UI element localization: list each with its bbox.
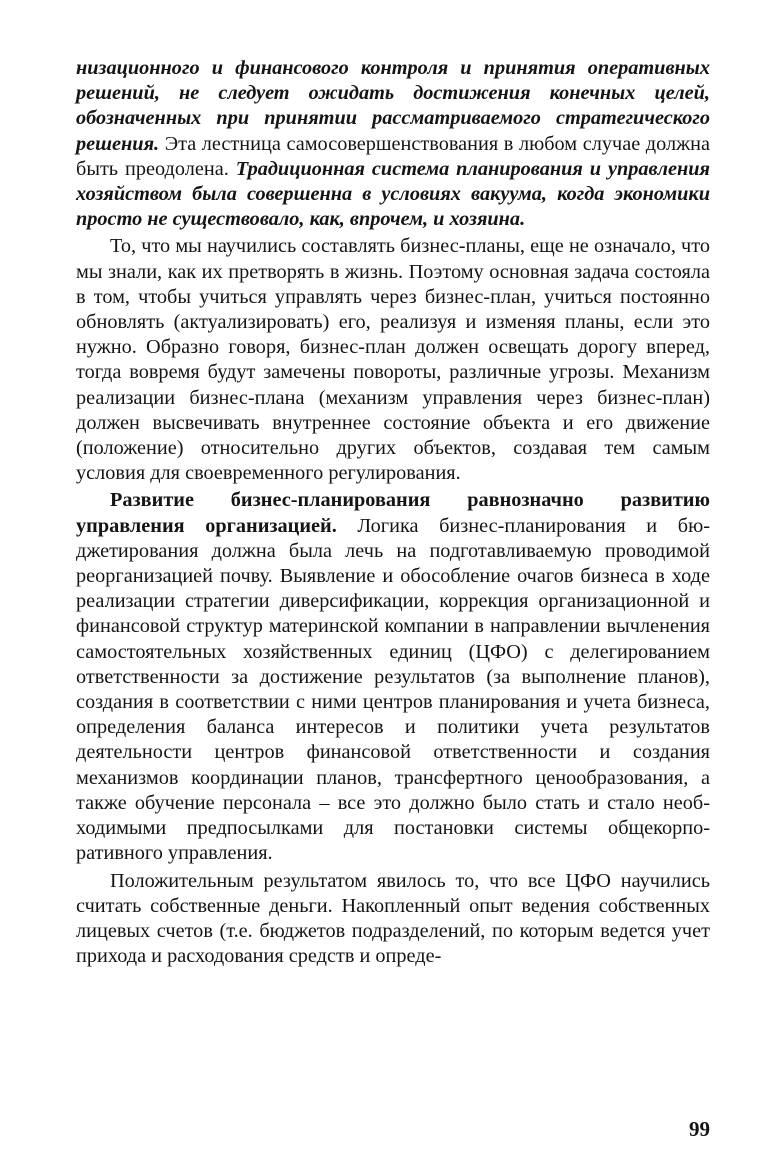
body-text: Логика бизнес-планирования и бюджетирования должна была лечь на подготавливаемую проводимой реорганизацией почву. Выявление и обособление очагов бизнеса в ходе реализации стратегии диверсификации, коррекция организационной и финансовой структур материнской компании в направлении вычленения самостоятельных хозяйственных единиц (ЦФО) с делегированием ответственности за достижение результатов (за выполнение планов), создания в соответствии с ними центров планирования и учета бизнеса, определения баланса интересов и политики учета результатов деятельности центров финансовой ответственности и создания механизмов координации планов, трансфертного ценообразования, а также обучение персонала – все это должно было стать и стало необходимыми предпосылками для постановки системы общекорпоративного управления. — [76, 514, 710, 865]
paragraph-3 — [76, 488, 710, 866]
book-page — [76, 56, 710, 1156]
italic-bold-text: Традиционная система планирования и управления хозяйством была совершенна в условиях вакуума, когда экономики просто не существовало, как, впрочем, и хозяина. — [76, 157, 710, 231]
paragraph-2 — [76, 234, 710, 486]
page-number: 99 — [689, 1117, 710, 1141]
body-text: То, что мы научились составлять бизнес-планы, еще не означало, что мы знали, как их претворять в жизнь. Поэтому основная задача состояла в том, чтобы учиться управлять через бизнес-план, учиться постоянно обновлять (актуализировать) его, реализуя и изменяя планы, если это нужно. Образно говоря, бизнес-план должен освещать дорогу вперед, тогда вовремя будут замечены повороты, различные угрозы. Механизм реализации бизнес-плана (механизм управления через бизнес-план) должен высвечивать внутреннее состояние объекта и его движение (положение) относительно других объектов, создавая тем самым условия для своевременного регулирования. — [76, 235, 710, 485]
paragraph-1 — [76, 56, 710, 232]
italic-bold-text: низационного и финансового контроля и принятия оперативных решений, не следует ожидать достижения конечных целей, обозначенных при принятии рассматриваемого стратегического решения. — [76, 57, 710, 155]
body-text: Эта лестница самосовершенствования в любом случае должна быть преодолена. — [76, 132, 710, 180]
body-text: Положительным результатом явилось то, что все ЦФО научились считать собственные деньги. Накопленный опыт ведения собственных лицевых счетов (т.е. бюджетов подразделений, по которым ведется учет прихода и расходования средств и опреде- — [76, 869, 710, 968]
paragraph-4 — [76, 869, 710, 970]
bold-lead-in: Развитие бизнес-планирования равнозначно развитию управления организацией. — [76, 489, 710, 537]
